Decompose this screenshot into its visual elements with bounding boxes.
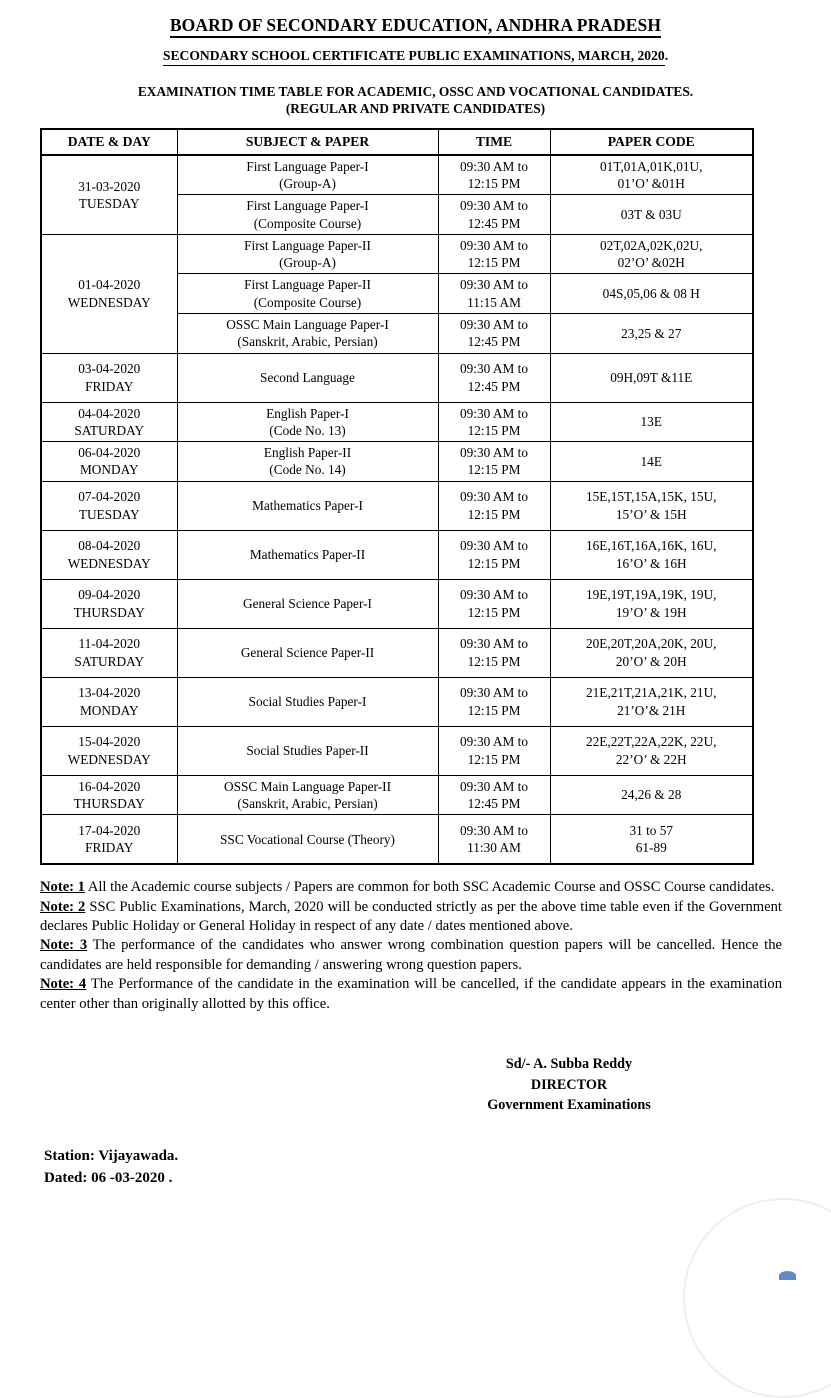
- cell-paper-code: [550, 530, 753, 579]
- cell-time-line2: 12:15 PM: [467, 422, 521, 438]
- table-row: [41, 234, 753, 274]
- cell-subject-line1: General Science Paper-I: [243, 596, 372, 612]
- cell-time: [438, 442, 550, 482]
- cell-date-line1: 01-04-2020: [78, 277, 141, 293]
- cell-subject-line1: OSSC Main Language Paper-I: [226, 316, 389, 332]
- cell-time: [438, 402, 550, 442]
- notes-section: [40, 878, 782, 1014]
- cell-subject-line2: (Group-A): [279, 176, 336, 192]
- cell-subject-line2: (Composite Course): [253, 294, 362, 310]
- note-label: Note: 1: [40, 879, 85, 896]
- cell-date: [41, 353, 177, 402]
- cell-subject: [177, 530, 438, 579]
- page-title: BOARD OF SECONDARY EDUCATION, ANDHRA PRADESH: [170, 15, 661, 38]
- cell-subject: [177, 234, 438, 274]
- cell-date-line2: SATURDAY: [74, 422, 145, 438]
- cell-time: [438, 628, 550, 677]
- cell-subject: [177, 579, 438, 628]
- cell-time-line2: 12:15 PM: [467, 653, 521, 669]
- table-row: [41, 155, 753, 195]
- cell-date-line1: 15-04-2020: [78, 734, 141, 750]
- cell-date-line1: 11-04-2020: [78, 636, 141, 652]
- table-row: [41, 481, 753, 530]
- cell-time: [438, 195, 550, 235]
- note-label: Note: 2: [40, 898, 86, 915]
- cell-paper-code-line1: 23,25 & 27: [621, 325, 682, 341]
- cell-paper-code: [550, 353, 753, 402]
- cell-time-line1: 09:30 AM to: [460, 489, 528, 505]
- signatory-designation: DIRECTOR: [530, 1076, 608, 1093]
- cell-subject-line1: English Paper-I: [266, 405, 349, 421]
- cell-time: [438, 313, 550, 353]
- cell-subject-line2: (Code No. 14): [269, 462, 346, 478]
- exam-subtitle-period: .: [664, 48, 669, 64]
- cell-date-line1: 04-04-2020: [78, 405, 141, 421]
- cell-paper-code-line1: 20E,20T,20A,20K, 20U,: [586, 636, 717, 652]
- cell-date-line2: WEDNESDAY: [67, 555, 151, 571]
- footer-dated: Dated: 06 -03-2020 .: [44, 1170, 173, 1187]
- cell-subject: [177, 677, 438, 726]
- cell-paper-code-line1: 13E: [640, 414, 662, 430]
- cell-date-line1: 07-04-2020: [78, 489, 141, 505]
- cell-paper-code-line1: 15E,15T,15A,15K, 15U,: [586, 489, 717, 505]
- cell-date-line2: FRIDAY: [85, 378, 134, 394]
- cell-time-line1: 09:30 AM to: [460, 538, 528, 554]
- cell-time-line2: 12:15 PM: [467, 176, 521, 192]
- cell-subject-line1: First Language Paper-II: [244, 237, 371, 253]
- cell-date-line2: TUESDAY: [78, 195, 140, 211]
- note-item: [40, 936, 782, 975]
- cell-date: [41, 775, 177, 815]
- cell-time-line2: 12:45 PM: [467, 215, 521, 231]
- cell-subject-line1: OSSC Main Language Paper-II: [223, 778, 392, 794]
- cell-paper-code-line2: 19’O’ & 19H: [615, 604, 687, 620]
- cell-time-line1: 09:30 AM to: [460, 237, 528, 253]
- cell-time-line1: 09:30 AM to: [460, 685, 528, 701]
- cell-subject: [177, 195, 438, 235]
- cell-paper-code-line1: 16E,16T,16A,16K, 16U,: [586, 538, 717, 554]
- cell-time-line2: 12:15 PM: [467, 751, 521, 767]
- table-row: [41, 530, 753, 579]
- cell-subject-line1: First Language Paper-II: [244, 277, 371, 293]
- cell-time-line1: 09:30 AM to: [460, 587, 528, 603]
- title-sub-row: [0, 47, 831, 66]
- cell-paper-code: [550, 402, 753, 442]
- cell-paper-code: [550, 481, 753, 530]
- cell-subject: [177, 775, 438, 815]
- cell-date-line2: WEDNESDAY: [67, 294, 151, 310]
- cell-paper-code-line1: 04S,05,06 & 08 H: [602, 286, 700, 302]
- cell-date-line2: MONDAY: [79, 462, 139, 478]
- cell-date-line2: THURSDAY: [73, 604, 145, 620]
- cell-time: [438, 481, 550, 530]
- cell-date: [41, 234, 177, 353]
- cell-time-line2: 12:15 PM: [467, 604, 521, 620]
- note-label: Note: 3: [40, 937, 88, 954]
- cell-time-line2: 12:15 PM: [467, 555, 521, 571]
- cell-paper-code: [550, 579, 753, 628]
- cell-paper-code-line1: 01T,01A,01K,01U,: [600, 158, 703, 174]
- cell-time: [438, 530, 550, 579]
- cell-date: [41, 155, 177, 235]
- table-row: [41, 579, 753, 628]
- cell-subject-line2: (Composite Course): [253, 215, 362, 231]
- cell-time-line2: 12:15 PM: [467, 506, 521, 522]
- cell-date-line2: THURSDAY: [73, 795, 145, 811]
- cell-subject-line2: (Group-A): [279, 255, 336, 271]
- cell-paper-code-line2: 61-89: [635, 840, 667, 856]
- cell-subject: [177, 274, 438, 314]
- cell-paper-code: [550, 442, 753, 482]
- cell-time-line1: 09:30 AM to: [460, 158, 528, 174]
- column-header-date: DATE & DAY: [41, 129, 177, 155]
- cell-subject: [177, 442, 438, 482]
- cell-time-line2: 12:15 PM: [467, 255, 521, 271]
- cell-time-line2: 12:15 PM: [467, 702, 521, 718]
- cell-time: [438, 677, 550, 726]
- cell-date-line1: 31-03-2020: [78, 178, 141, 194]
- cell-date-line1: 16-04-2020: [78, 778, 141, 794]
- cell-subject-line1: Mathematics Paper-I: [252, 498, 363, 514]
- note-text: All the Academic course subjects / Papers are common for both SSC Academic Course and OSSC Course candidates.: [84, 879, 775, 896]
- table-row: [41, 677, 753, 726]
- cell-subject: [177, 353, 438, 402]
- note-text: The performance of the candidates who answer wrong combination question papers will be cancelled. Hence the candidates are held responsible for demanding / answering wrong question papers.: [40, 937, 782, 973]
- cell-subject: [177, 815, 438, 865]
- table-row: [41, 775, 753, 815]
- note-item: [40, 878, 782, 897]
- exam-timetable: [40, 128, 754, 865]
- cell-date-line2: MONDAY: [79, 702, 139, 718]
- column-header-paper-code: PAPER CODE: [550, 129, 753, 155]
- cell-subject-line1: Second Language: [260, 369, 355, 385]
- cell-paper-code-line2: 16’O’ & 16H: [615, 555, 687, 571]
- cell-date-line1: 03-04-2020: [78, 361, 141, 377]
- cell-date-line1: 08-04-2020: [78, 538, 141, 554]
- cell-subject-line1: General Science Paper-II: [240, 645, 375, 661]
- cell-time-line1: 09:30 AM to: [460, 636, 528, 652]
- cell-time: [438, 726, 550, 775]
- timetable-caption: [0, 83, 831, 117]
- cell-date: [41, 628, 177, 677]
- cell-paper-code-line2: 22’O’ & 22H: [615, 751, 687, 767]
- watermark-logo-fragment: [779, 1271, 796, 1280]
- cell-time-line2: 12:15 PM: [467, 462, 521, 478]
- footer-station: Station: Vijayawada.: [44, 1147, 179, 1164]
- cell-subject-line1: First Language Paper-I: [246, 158, 369, 174]
- cell-subject: [177, 402, 438, 442]
- cell-time-line1: 09:30 AM to: [460, 445, 528, 461]
- cell-time-line2: 12:45 PM: [467, 795, 521, 811]
- cell-paper-code: [550, 815, 753, 865]
- cell-subject-line1: Social Studies Paper-I: [248, 694, 367, 710]
- cell-paper-code-line2: 20’O’ & 20H: [615, 653, 687, 669]
- timetable-caption-line2: (REGULAR AND PRIVATE CANDIDATES): [285, 100, 546, 116]
- cell-paper-code-line1: 22E,22T,22A,22K, 22U,: [586, 734, 717, 750]
- cell-paper-code-line1: 31 to 57: [629, 822, 674, 838]
- cell-subject: [177, 628, 438, 677]
- table-row: [41, 628, 753, 677]
- cell-time: [438, 353, 550, 402]
- cell-paper-code: [550, 775, 753, 815]
- cell-paper-code-line2: 02’O’ &02H: [617, 255, 685, 271]
- cell-paper-code: [550, 726, 753, 775]
- cell-time: [438, 155, 550, 195]
- timetable-caption-line1: EXAMINATION TIME TABLE FOR ACADEMIC, OSSC AND VOCATIONAL CANDIDATES.: [137, 83, 694, 99]
- cell-date: [41, 677, 177, 726]
- signatory-office: Government Examinations: [487, 1097, 651, 1114]
- cell-paper-code-line1: 21E,21T,21A,21K, 21U,: [586, 685, 717, 701]
- cell-date-line1: 17-04-2020: [78, 822, 141, 838]
- cell-subject-line1: Social Studies Paper-II: [246, 743, 369, 759]
- cell-time: [438, 815, 550, 865]
- cell-paper-code: [550, 155, 753, 195]
- cell-subject-line2: (Code No. 13): [269, 422, 346, 438]
- table-row: [41, 726, 753, 775]
- cell-time-line1: 09:30 AM to: [460, 778, 528, 794]
- cell-time: [438, 775, 550, 815]
- cell-date: [41, 530, 177, 579]
- table-header-row: [41, 129, 753, 155]
- cell-paper-code-line1: 03T & 03U: [620, 206, 682, 222]
- cell-date: [41, 442, 177, 482]
- signature-block: [404, 1054, 734, 1116]
- cell-subject: [177, 726, 438, 775]
- cell-time-line1: 09:30 AM to: [460, 198, 528, 214]
- document-header: [0, 0, 831, 117]
- cell-subject: [177, 155, 438, 195]
- cell-date: [41, 726, 177, 775]
- cell-time-line1: 09:30 AM to: [460, 734, 528, 750]
- cell-time-line2: 11:15 AM: [467, 294, 521, 310]
- cell-date-line1: 13-04-2020: [78, 685, 141, 701]
- cell-subject-line1: First Language Paper-I: [246, 198, 369, 214]
- cell-paper-code-line2: 21’O’& 21H: [617, 702, 686, 718]
- cell-time-line1: 09:30 AM to: [460, 405, 528, 421]
- cell-date: [41, 815, 177, 865]
- cell-paper-code-line2: 01’O’ &01H: [617, 176, 685, 192]
- note-label: Note: 4: [40, 976, 87, 993]
- note-item: [40, 975, 782, 1014]
- cell-subject-line2: (Sanskrit, Arabic, Persian): [237, 795, 378, 811]
- table-row: [41, 353, 753, 402]
- cell-date-line1: 06-04-2020: [78, 445, 141, 461]
- note-text: The Performance of the candidate in the examination will be cancelled, if the candidate appears in the examination center other than originally allotted by this office.: [40, 976, 782, 1012]
- cell-paper-code: [550, 677, 753, 726]
- cell-date: [41, 402, 177, 442]
- note-item: [40, 898, 782, 937]
- title-main-row: [0, 0, 831, 38]
- cell-paper-code: [550, 195, 753, 235]
- cell-time-line1: 09:30 AM to: [460, 277, 528, 293]
- cell-subject-line1: SSC Vocational Course (Theory): [220, 831, 395, 847]
- table-row: [41, 815, 753, 865]
- cell-paper-code-line1: 19E,19T,19A,19K, 19U,: [586, 587, 717, 603]
- cell-subject: [177, 313, 438, 353]
- cell-paper-code: [550, 234, 753, 274]
- cell-paper-code-line1: 09H,09T &11E: [610, 369, 693, 385]
- cell-paper-code: [550, 313, 753, 353]
- cell-paper-code: [550, 274, 753, 314]
- signatory-name: Sd/- A. Subba Reddy: [505, 1056, 633, 1073]
- cell-time: [438, 579, 550, 628]
- cell-paper-code-line1: 02T,02A,02K,02U,: [600, 237, 703, 253]
- cell-time-line2: 12:45 PM: [467, 378, 521, 394]
- cell-time: [438, 274, 550, 314]
- cell-time-line2: 12:45 PM: [467, 334, 521, 350]
- exam-subtitle: SECONDARY SCHOOL CERTIFICATE PUBLIC EXAMINATIONS, MARCH, 2020: [163, 48, 665, 66]
- cell-paper-code-line1: 24,26 & 28: [621, 787, 682, 803]
- cell-subject-line1: English Paper-II: [263, 445, 352, 461]
- table-row: [41, 402, 753, 442]
- cell-date-line2: TUESDAY: [78, 506, 140, 522]
- cell-subject: [177, 481, 438, 530]
- watermark-circle: [683, 1198, 831, 1398]
- cell-time-line1: 09:30 AM to: [460, 822, 528, 838]
- cell-time-line1: 09:30 AM to: [460, 361, 528, 377]
- timetable-body: [41, 155, 753, 865]
- cell-date-line2: FRIDAY: [85, 840, 134, 856]
- cell-date-line2: SATURDAY: [74, 653, 145, 669]
- cell-paper-code-line2: 15’O’ & 15H: [615, 506, 687, 522]
- column-header-subject: SUBJECT & PAPER: [177, 129, 438, 155]
- cell-subject-line1: Mathematics Paper-II: [249, 547, 366, 563]
- cell-subject-line2: (Sanskrit, Arabic, Persian): [237, 334, 378, 350]
- cell-date: [41, 481, 177, 530]
- cell-paper-code-line1: 14E: [640, 453, 662, 469]
- cell-time: [438, 234, 550, 274]
- column-header-time: TIME: [438, 129, 550, 155]
- cell-date: [41, 579, 177, 628]
- cell-time-line1: 09:30 AM to: [460, 316, 528, 332]
- note-text: SSC Public Examinations, March, 2020 will be conducted strictly as per the above time table even if the Government declares Public Holiday or General Holiday in respect of any date / dates mentioned above.: [40, 898, 782, 935]
- footer-block: [44, 1145, 831, 1190]
- cell-date-line1: 09-04-2020: [78, 587, 141, 603]
- cell-time-line2: 11:30 AM: [467, 840, 521, 856]
- table-row: [41, 442, 753, 482]
- cell-date-line2: WEDNESDAY: [67, 751, 151, 767]
- cell-paper-code: [550, 628, 753, 677]
